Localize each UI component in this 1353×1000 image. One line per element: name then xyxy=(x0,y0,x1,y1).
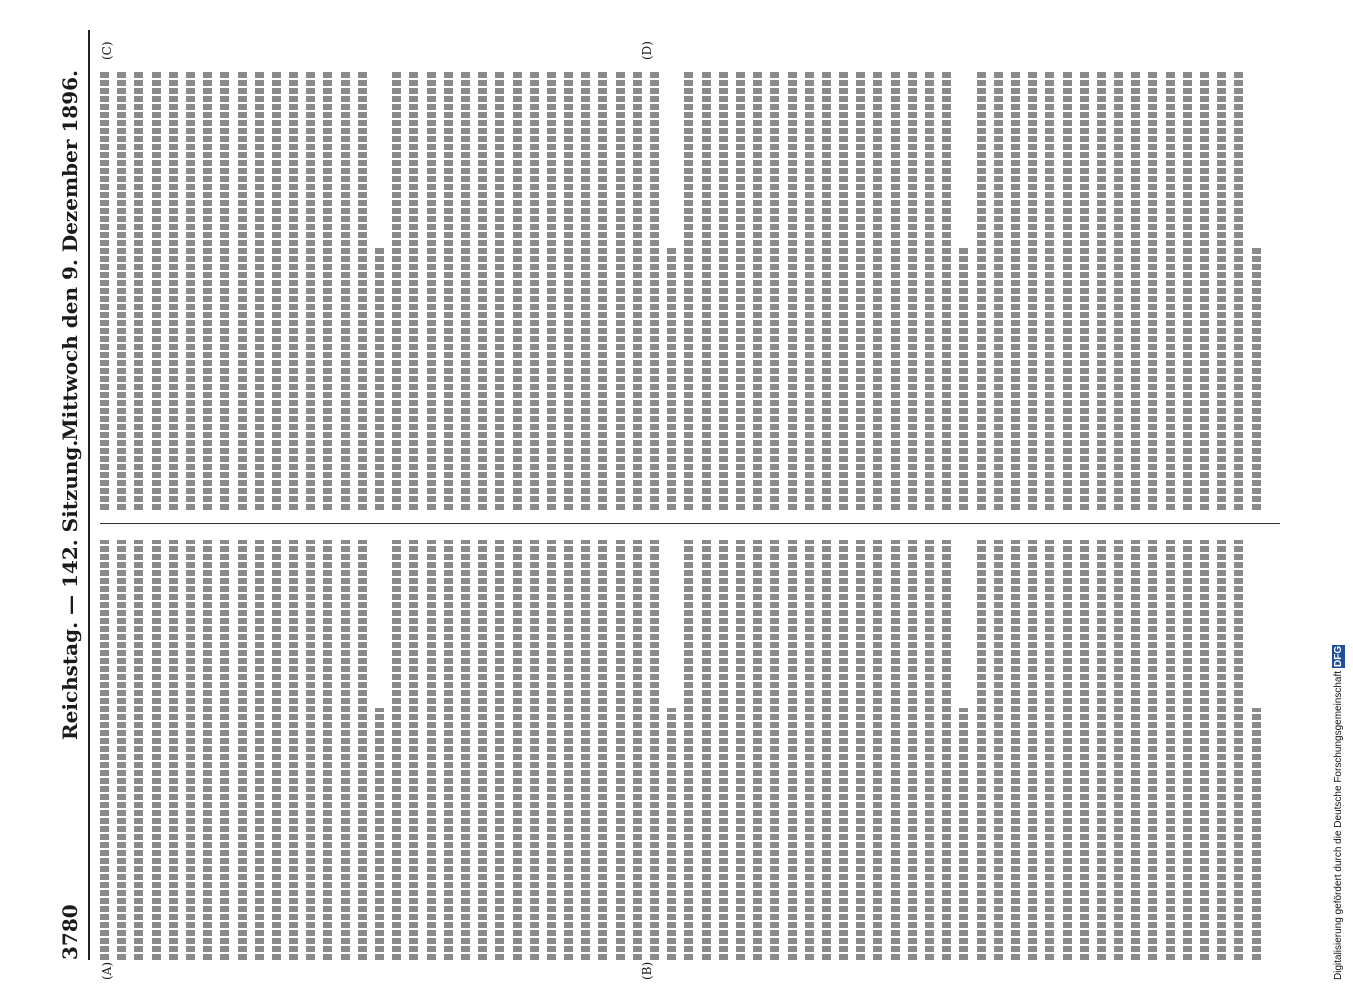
text-line xyxy=(719,70,728,510)
text-line xyxy=(1131,70,1140,510)
text-line xyxy=(1028,70,1037,510)
right-column xyxy=(100,70,1280,510)
text-line xyxy=(134,540,143,960)
text-line xyxy=(1148,70,1157,510)
text-line xyxy=(805,540,814,960)
text-line xyxy=(977,540,986,960)
text-line xyxy=(822,70,831,510)
text-line xyxy=(100,70,109,510)
column-divider xyxy=(100,523,1280,524)
text-line xyxy=(1200,540,1209,960)
text-line xyxy=(994,540,1003,960)
text-line xyxy=(255,70,264,510)
text-line xyxy=(289,540,298,960)
header-rule xyxy=(88,30,90,960)
text-line xyxy=(856,540,865,960)
text-line xyxy=(289,70,298,510)
text-line xyxy=(220,540,229,960)
text-line xyxy=(1114,70,1123,510)
text-line xyxy=(306,70,315,510)
text-line xyxy=(461,540,470,960)
text-line xyxy=(719,540,728,960)
text-line xyxy=(942,70,951,510)
text-line xyxy=(684,540,693,960)
text-line xyxy=(959,708,968,960)
left-column-text-lines xyxy=(100,540,1280,960)
text-line xyxy=(203,540,212,960)
text-line xyxy=(788,540,797,960)
text-line xyxy=(873,70,882,510)
text-line xyxy=(547,540,556,960)
left-column xyxy=(100,540,1280,960)
text-line xyxy=(358,540,367,960)
text-line xyxy=(1148,540,1157,960)
text-line xyxy=(633,540,642,960)
margin-marker-b: (B) xyxy=(640,961,654,980)
text-line xyxy=(427,70,436,510)
text-line xyxy=(839,70,848,510)
text-line xyxy=(409,70,418,510)
text-line xyxy=(530,540,539,960)
text-line xyxy=(427,540,436,960)
text-line xyxy=(1097,70,1106,510)
text-line xyxy=(736,540,745,960)
text-line xyxy=(805,70,814,510)
text-line xyxy=(616,540,625,960)
text-line xyxy=(650,540,659,960)
text-line xyxy=(598,540,607,960)
text-line xyxy=(839,540,848,960)
text-line xyxy=(1080,70,1089,510)
text-line xyxy=(1183,70,1192,510)
session-title: Reichstag. — 142. Sitzung. xyxy=(58,439,82,740)
text-line xyxy=(667,246,676,510)
text-line xyxy=(1011,540,1020,960)
dfg-logo: DFG xyxy=(1333,646,1344,668)
page-header xyxy=(58,30,88,960)
text-line xyxy=(392,540,401,960)
text-line xyxy=(770,540,779,960)
text-line xyxy=(306,540,315,960)
text-line xyxy=(1234,540,1243,960)
text-line xyxy=(495,70,504,510)
text-line xyxy=(409,540,418,960)
text-line xyxy=(753,540,762,960)
text-line xyxy=(925,540,934,960)
text-line xyxy=(341,540,350,960)
text-line xyxy=(616,70,625,510)
text-line xyxy=(891,540,900,960)
text-line xyxy=(117,540,126,960)
text-line xyxy=(822,540,831,960)
margin-marker-d: (D) xyxy=(640,41,654,60)
margin-marker-a: (A) xyxy=(100,961,114,980)
text-line xyxy=(891,70,900,510)
session-date: Mittwoch den 9. Dezember 1896. xyxy=(58,70,82,441)
text-line xyxy=(272,70,281,510)
text-line xyxy=(581,540,590,960)
text-line xyxy=(1234,70,1243,510)
text-line xyxy=(908,70,917,510)
text-line xyxy=(925,70,934,510)
text-line xyxy=(186,540,195,960)
text-line xyxy=(444,70,453,510)
text-line xyxy=(1114,540,1123,960)
text-line xyxy=(1252,708,1261,960)
text-line xyxy=(977,70,986,510)
text-line xyxy=(152,70,161,510)
text-line xyxy=(788,70,797,510)
text-line xyxy=(1217,70,1226,510)
text-line xyxy=(684,70,693,510)
text-line xyxy=(942,540,951,960)
text-line xyxy=(478,70,487,510)
text-line xyxy=(753,70,762,510)
text-line xyxy=(908,540,917,960)
text-line xyxy=(702,70,711,510)
text-line xyxy=(530,70,539,510)
text-line xyxy=(169,540,178,960)
text-line xyxy=(1028,540,1037,960)
text-line xyxy=(547,70,556,510)
text-line xyxy=(375,708,384,960)
page-number: 3780 xyxy=(58,904,82,960)
text-line xyxy=(633,70,642,510)
margin-marker-c: (C) xyxy=(100,41,114,60)
text-line xyxy=(1217,540,1226,960)
text-line xyxy=(1252,246,1261,510)
text-line xyxy=(220,70,229,510)
text-line xyxy=(1080,540,1089,960)
text-line xyxy=(100,540,109,960)
funding-note-text: Digitalisierung gefördert durch die Deutsche Forschungsgemeinschaft xyxy=(1333,670,1344,980)
text-line xyxy=(478,540,487,960)
text-line xyxy=(1045,70,1054,510)
text-line xyxy=(134,70,143,510)
text-line xyxy=(564,70,573,510)
text-line xyxy=(702,540,711,960)
text-line xyxy=(770,70,779,510)
text-line xyxy=(495,540,504,960)
text-line xyxy=(323,70,332,510)
text-line xyxy=(1011,70,1020,510)
right-column-text-lines xyxy=(100,70,1280,510)
text-line xyxy=(1166,70,1175,510)
text-line xyxy=(564,540,573,960)
text-line xyxy=(1063,70,1072,510)
text-line xyxy=(238,540,247,960)
text-line xyxy=(375,246,384,510)
text-line xyxy=(1166,540,1175,960)
text-line xyxy=(994,70,1003,510)
text-line xyxy=(238,70,247,510)
text-line xyxy=(1045,540,1054,960)
text-line xyxy=(169,70,178,510)
text-line xyxy=(598,70,607,510)
funding-note xyxy=(1333,20,1347,980)
text-line xyxy=(959,246,968,510)
text-line xyxy=(1200,70,1209,510)
text-line xyxy=(272,540,281,960)
text-line xyxy=(1097,540,1106,960)
text-line xyxy=(581,70,590,510)
text-line xyxy=(667,708,676,960)
text-line xyxy=(444,540,453,960)
text-line xyxy=(856,70,865,510)
text-line xyxy=(461,70,470,510)
text-line xyxy=(203,70,212,510)
text-line xyxy=(358,70,367,510)
text-line xyxy=(152,540,161,960)
text-line xyxy=(1063,540,1072,960)
text-line xyxy=(736,70,745,510)
text-line xyxy=(513,540,522,960)
text-line xyxy=(392,70,401,510)
text-line xyxy=(255,540,264,960)
text-line xyxy=(117,70,126,510)
text-line xyxy=(186,70,195,510)
text-line xyxy=(341,70,350,510)
newspaper-page xyxy=(0,10,1300,1000)
text-line xyxy=(1131,540,1140,960)
text-line xyxy=(873,540,882,960)
text-line xyxy=(323,540,332,960)
text-line xyxy=(1183,540,1192,960)
text-line xyxy=(513,70,522,510)
text-line xyxy=(650,70,659,510)
